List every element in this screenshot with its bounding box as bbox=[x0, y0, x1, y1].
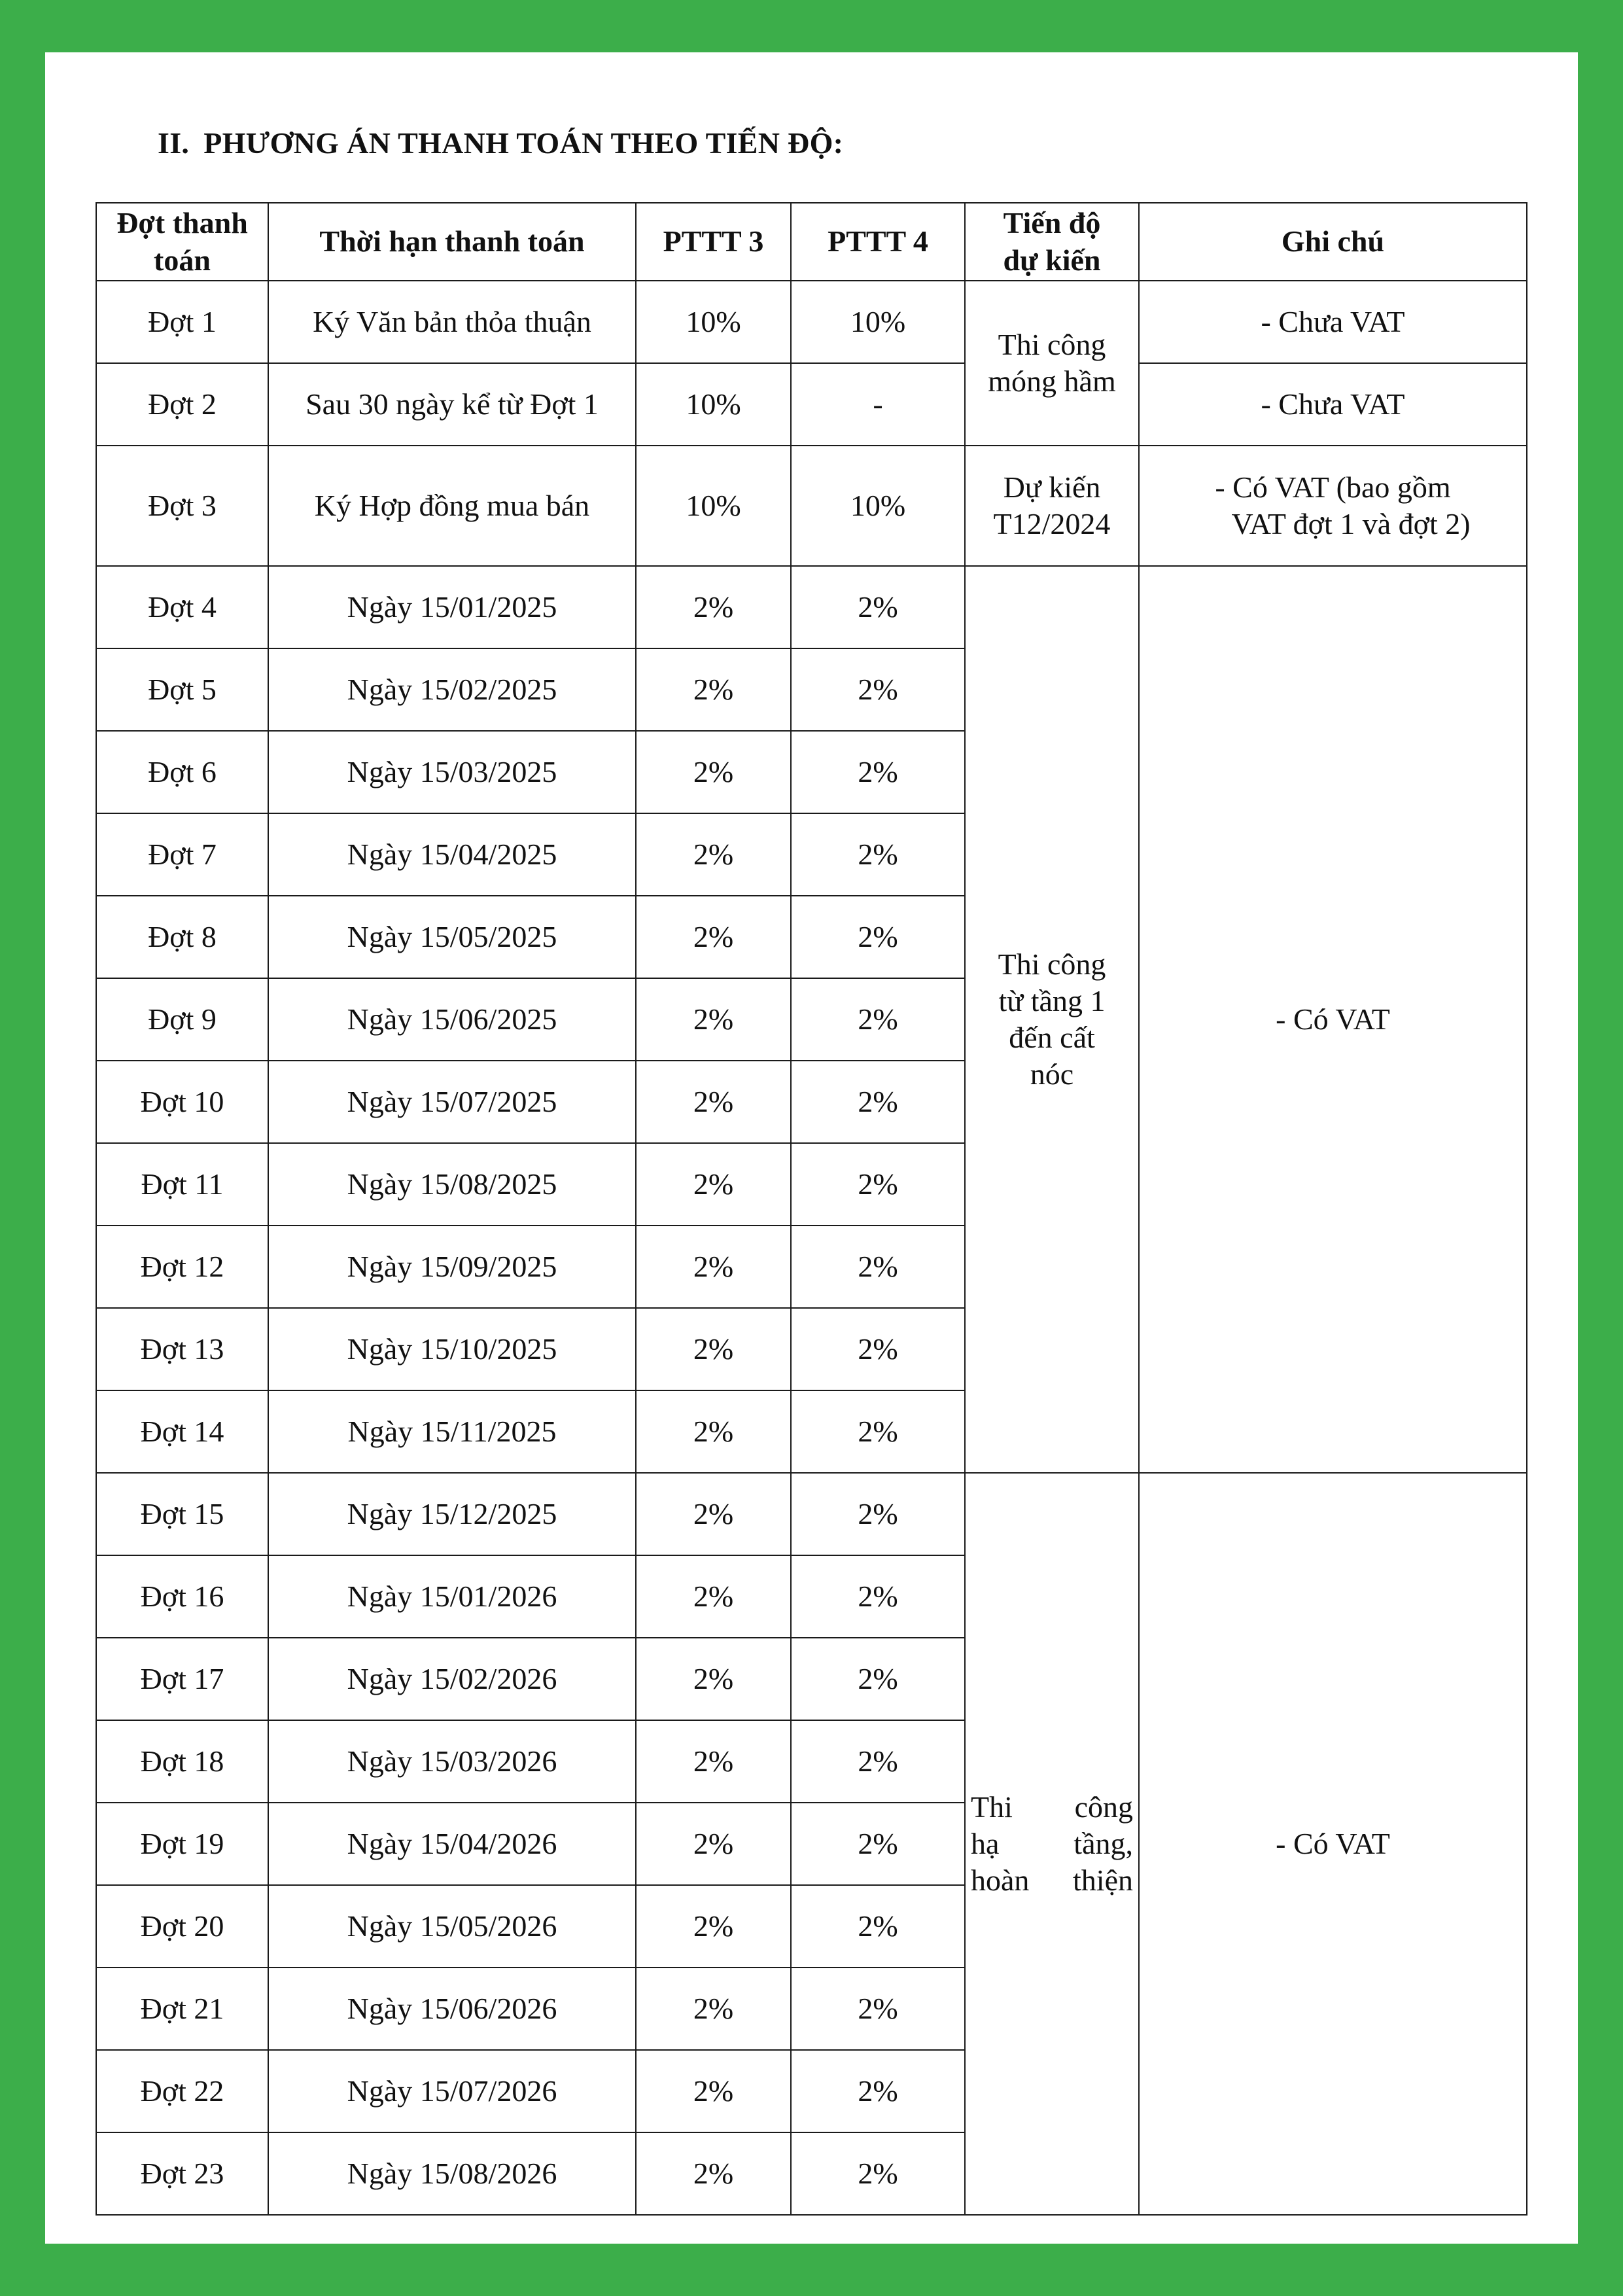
pttt3-cell: 2% bbox=[636, 1061, 791, 1143]
deadline-cell: Ngày 15/02/2025 bbox=[268, 648, 636, 731]
phase-foundation: Thi công móng hầm bbox=[965, 281, 1139, 446]
deadline-cell: Ngày 15/07/2026 bbox=[268, 2050, 636, 2132]
pttt4-cell: 2% bbox=[791, 1720, 965, 1803]
pttt4-cell: 2% bbox=[791, 1390, 965, 1473]
section-number: II. bbox=[158, 126, 190, 160]
header-deadline: Thời hạn thanh toán bbox=[268, 203, 636, 281]
pttt4-cell: 10% bbox=[791, 281, 965, 363]
pttt4-cell: 2% bbox=[791, 2050, 965, 2132]
pttt4-cell: 2% bbox=[791, 1143, 965, 1226]
deadline-cell: Ngày 15/07/2025 bbox=[268, 1061, 636, 1143]
installment-cell: Đợt 14 bbox=[96, 1390, 268, 1473]
pttt3-cell: 2% bbox=[636, 2132, 791, 2215]
pttt3-cell: 2% bbox=[636, 813, 791, 896]
pttt4-cell: 2% bbox=[791, 1638, 965, 1720]
installment-cell: Đợt 10 bbox=[96, 1061, 268, 1143]
deadline-cell: Ngày 15/10/2025 bbox=[268, 1308, 636, 1390]
pttt3-cell: 2% bbox=[636, 1308, 791, 1390]
pttt4-cell: 2% bbox=[791, 648, 965, 731]
deadline-cell: Ngày 15/02/2026 bbox=[268, 1638, 636, 1720]
pttt4-cell: 10% bbox=[791, 446, 965, 566]
pttt3-cell: 2% bbox=[636, 731, 791, 813]
header-installment: Đợt thanh toán bbox=[96, 203, 268, 281]
pttt4-cell: 2% bbox=[791, 1968, 965, 2050]
table-header-row bbox=[96, 203, 1527, 281]
deadline-cell: Ngày 15/04/2026 bbox=[268, 1803, 636, 1885]
pttt4-cell: 2% bbox=[791, 1803, 965, 1885]
installment-cell: Đợt 20 bbox=[96, 1885, 268, 1968]
pttt4-cell: 2% bbox=[791, 1061, 965, 1143]
installment-cell: Đợt 18 bbox=[96, 1720, 268, 1803]
note-cell: - Chưa VAT bbox=[1139, 363, 1527, 446]
installment-cell: Đợt 16 bbox=[96, 1555, 268, 1638]
document-page bbox=[45, 52, 1578, 2244]
pttt4-cell: 2% bbox=[791, 896, 965, 978]
pttt3-cell: 2% bbox=[636, 1885, 791, 1968]
note-cell: - Chưa VAT bbox=[1139, 281, 1527, 363]
deadline-cell: Ngày 15/06/2025 bbox=[268, 978, 636, 1061]
deadline-cell: Ký Văn bản thỏa thuận bbox=[268, 281, 636, 363]
header-progress: Tiến độ dự kiến bbox=[965, 203, 1139, 281]
pttt3-cell: 10% bbox=[636, 446, 791, 566]
pttt4-cell: 2% bbox=[791, 731, 965, 813]
deadline-cell: Ký Hợp đồng mua bán bbox=[268, 446, 636, 566]
deadline-cell: Ngày 15/05/2026 bbox=[268, 1885, 636, 1968]
installment-cell: Đợt 15 bbox=[96, 1473, 268, 1555]
section-heading bbox=[158, 126, 843, 160]
pttt4-cell: 2% bbox=[791, 2132, 965, 2215]
installment-cell: Đợt 7 bbox=[96, 813, 268, 896]
deadline-cell: Ngày 15/05/2025 bbox=[268, 896, 636, 978]
pttt3-cell: 10% bbox=[636, 363, 791, 446]
payment-schedule-table bbox=[96, 202, 1527, 2216]
pttt4-cell: 2% bbox=[791, 1473, 965, 1555]
table-row bbox=[96, 1473, 1527, 1555]
pttt4-cell: 2% bbox=[791, 1885, 965, 1968]
pttt3-cell: 2% bbox=[636, 1143, 791, 1226]
deadline-cell: Sau 30 ngày kể từ Đợt 1 bbox=[268, 363, 636, 446]
table-row bbox=[96, 363, 1527, 446]
pttt3-cell: 2% bbox=[636, 1638, 791, 1720]
deadline-cell: Ngày 15/08/2026 bbox=[268, 2132, 636, 2215]
pttt3-cell: 10% bbox=[636, 281, 791, 363]
pttt4-cell: 2% bbox=[791, 1308, 965, 1390]
installment-cell: Đợt 11 bbox=[96, 1143, 268, 1226]
table-row bbox=[96, 566, 1527, 648]
installment-cell: Đợt 2 bbox=[96, 363, 268, 446]
installment-cell: Đợt 9 bbox=[96, 978, 268, 1061]
installment-cell: Đợt 23 bbox=[96, 2132, 268, 2215]
table-row bbox=[96, 281, 1527, 363]
deadline-cell: Ngày 15/06/2026 bbox=[268, 1968, 636, 2050]
phase-superstructure: Thi công từ tầng 1 đến cất nóc bbox=[965, 566, 1139, 1473]
installment-cell: Đợt 8 bbox=[96, 896, 268, 978]
pttt3-cell: 2% bbox=[636, 1555, 791, 1638]
installment-cell: Đợt 4 bbox=[96, 566, 268, 648]
pttt4-cell: 2% bbox=[791, 1555, 965, 1638]
pttt3-cell: 2% bbox=[636, 978, 791, 1061]
note-cell: - Có VAT bbox=[1139, 1473, 1527, 2215]
deadline-cell: Ngày 15/01/2026 bbox=[268, 1555, 636, 1638]
table-row bbox=[96, 446, 1527, 566]
installment-cell: Đợt 22 bbox=[96, 2050, 268, 2132]
installment-cell: Đợt 3 bbox=[96, 446, 268, 566]
section-title: PHƯƠNG ÁN THANH TOÁN THEO TIẾN ĐỘ: bbox=[203, 126, 844, 160]
pttt3-cell: 2% bbox=[636, 1226, 791, 1308]
note-cell: - Có VAT bbox=[1139, 566, 1527, 1473]
installment-cell: Đợt 21 bbox=[96, 1968, 268, 2050]
pttt4-cell: 2% bbox=[791, 813, 965, 896]
deadline-cell: Ngày 15/08/2025 bbox=[268, 1143, 636, 1226]
pttt3-cell: 2% bbox=[636, 1968, 791, 2050]
installment-cell: Đợt 5 bbox=[96, 648, 268, 731]
header-note: Ghi chú bbox=[1139, 203, 1527, 281]
installment-cell: Đợt 17 bbox=[96, 1638, 268, 1720]
pttt3-cell: 2% bbox=[636, 1390, 791, 1473]
deadline-cell: Ngày 15/11/2025 bbox=[268, 1390, 636, 1473]
pttt4-cell: 2% bbox=[791, 978, 965, 1061]
pttt3-cell: 2% bbox=[636, 2050, 791, 2132]
deadline-cell: Ngày 15/01/2025 bbox=[268, 566, 636, 648]
pttt3-cell: 2% bbox=[636, 566, 791, 648]
header-pttt4: PTTT 4 bbox=[791, 203, 965, 281]
pttt4-cell: - bbox=[791, 363, 965, 446]
pttt3-cell: 2% bbox=[636, 648, 791, 731]
phase-finishing: Thi công hạ tầng, hoàn thiện bbox=[965, 1473, 1139, 2215]
deadline-cell: Ngày 15/12/2025 bbox=[268, 1473, 636, 1555]
note-cell: - Có VAT (bao gồm VAT đợt 1 và đợt 2) bbox=[1139, 446, 1527, 566]
installment-cell: Đợt 6 bbox=[96, 731, 268, 813]
installment-cell: Đợt 13 bbox=[96, 1308, 268, 1390]
pttt3-cell: 2% bbox=[636, 1473, 791, 1555]
pttt4-cell: 2% bbox=[791, 566, 965, 648]
pttt4-cell: 2% bbox=[791, 1226, 965, 1308]
installment-cell: Đợt 12 bbox=[96, 1226, 268, 1308]
deadline-cell: Ngày 15/04/2025 bbox=[268, 813, 636, 896]
deadline-cell: Ngày 15/03/2025 bbox=[268, 731, 636, 813]
deadline-cell: Ngày 15/03/2026 bbox=[268, 1720, 636, 1803]
installment-cell: Đợt 1 bbox=[96, 281, 268, 363]
installment-cell: Đợt 19 bbox=[96, 1803, 268, 1885]
pttt3-cell: 2% bbox=[636, 1803, 791, 1885]
deadline-cell: Ngày 15/09/2025 bbox=[268, 1226, 636, 1308]
header-pttt3: PTTT 3 bbox=[636, 203, 791, 281]
phase-contract: Dự kiến T12/2024 bbox=[965, 446, 1139, 566]
pttt3-cell: 2% bbox=[636, 896, 791, 978]
pttt3-cell: 2% bbox=[636, 1720, 791, 1803]
